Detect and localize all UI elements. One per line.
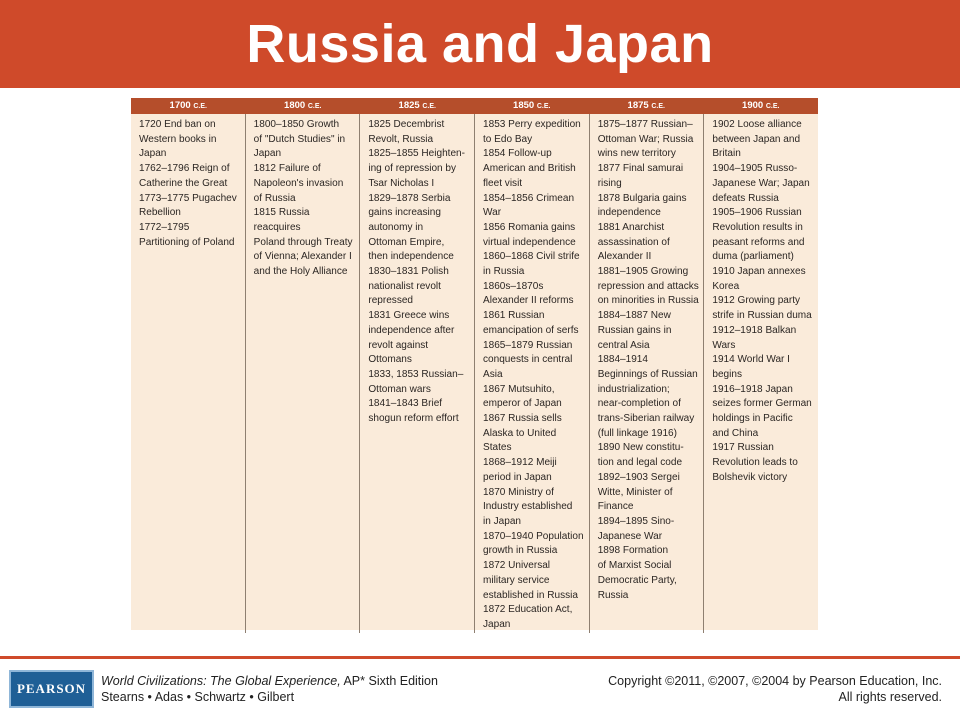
timeline-column-1875 [590,114,705,633]
slide-title: Russia and Japan [246,14,714,74]
timeline-event: 1762–1796 Reign of Catherine the Great [139,163,230,189]
timeline-event: 1854 Follow-up American and British fleet visit [483,148,576,189]
timeline-event: 1831 Greece wins independence after revolt against Ottomans [368,310,455,366]
timeline-event: 1898 Formation of Marxist Social Democratic Party, Russia [597,545,677,601]
timeline-body [131,114,818,633]
book-edition: AP* Sixth Edition [340,674,438,688]
timeline-event: 1872 Universal military service established in Russia [483,560,578,601]
timeline-event: 1875–1877 Russian– Ottoman War; Russia wins new territory [597,119,694,160]
timeline-event: 1881–1905 Growing repression and attacks on minorities in Russia [597,266,699,307]
era-label: C.E. [536,103,551,110]
year-label: 1850 [513,100,535,111]
timeline-event: 1800–1850 Growth of "Dutch Studies" in Japan [253,119,346,160]
header-1825 [360,98,475,114]
year-label: 1700 [169,100,191,111]
book-authors: Stearns • Adas • Schwartz • Gilbert [101,690,295,704]
pearson-logo [9,670,94,708]
timeline-event: 1830–1831 Polish nationalist revolt repressed [368,266,449,307]
footer-copyright [608,673,942,705]
timeline-event: 1872 Education Act, Japan [483,604,573,630]
timeline-event: 1910 Japan annexes Korea [712,266,806,292]
timeline-event: 1904–1905 Russo- Japanese War; Japan defeats Russia [712,163,810,204]
timeline-event: 1867 Russia sells Alaska to United States [483,413,562,454]
timeline-event: 1841–1843 Brief shogun reform effort [368,398,459,425]
timeline-event: 1868–1912 Meiji period in Japan [483,457,557,483]
year-label: 1875 [627,100,649,111]
timeline-column-1700 [131,114,246,633]
timeline-event: 1865–1879 Russian conquests in central Asia [483,339,573,380]
timeline-event: 1892–1903 Sergei Witte, Minister of Finance [597,471,680,513]
timeline-event: 1829–1878 Serbia gains increasing autonomy in Ottoman Empire, then independence [368,192,454,263]
header-1900 [704,98,819,114]
era-label: C.E. [765,103,780,110]
timeline-event: 1773–1775 Pugachev Rebellion [139,192,237,219]
footer-divider [0,656,960,659]
timeline-event: 1815 Russia reacquires Poland through Treaty of Vienna; Alexander I and the Holy Alliance [253,207,353,278]
title-bar [0,0,960,88]
timeline-event: 1912 Growing party strife in Russian duma [712,295,812,322]
timeline-column-1900 [704,114,818,633]
era-label: C.E. [651,103,665,110]
book-title: World Civilizations: The Global Experience, [101,674,341,688]
footer-book-info [101,673,438,705]
timeline-event: 1877 Final samurai rising [597,163,684,189]
timeline-event: 1833, 1853 Russian– Ottoman wars [368,368,464,395]
timeline-event: 1870 Ministry of Industry established in Japan [483,486,573,527]
timeline-event: 1812 Failure of Napoleon's invasion of Russia [253,163,344,204]
year-label: 1800 [284,100,306,111]
timeline-event: 1881 Anarchist assassination of Alexander II [597,221,670,263]
timeline-event: 1912–1918 Balkan Wars [712,324,797,351]
timeline-event: 1902 Loose alliance between Japan and Britain [712,119,802,160]
timeline-event: 1854–1856 Crimean War [483,192,575,219]
timeline-event: 1894–1895 Sino- Japanese War [597,515,675,542]
timeline-event: 1905–1906 Russian Revolution results in peasant reforms and duma (parliament) [712,207,805,263]
timeline-event: 1870–1940 Population growth in Russia [483,530,584,557]
copyright-text: Copyright ©2011, ©2007, ©2004 by Pearson Education, Inc. [608,674,942,688]
timeline-event: 1884–1914 Beginnings of Russian industrialization; near-completion of trans-Siberian railway (full linkage 1916) [597,354,698,439]
timeline-event: 1861 Russian emancipation of serfs [483,310,579,336]
timeline-event: 1867 Mutsuhito, emperor of Japan [483,383,562,410]
timeline-event: 1914 World War I begins [712,354,790,380]
rights-text: All rights reserved. [838,690,942,704]
timeline-event: 1772–1795 Partitioning of Poland [139,221,235,248]
timeline-table [131,98,818,630]
header-1800 [246,98,361,114]
timeline-event: 1917 Russian Revolution leads to Bolshevik victory [712,442,798,483]
timeline-event: 1853 Perry expedition to Edo Bay [483,119,581,145]
timeline-column-1800 [246,114,361,633]
timeline-header-row [131,98,818,114]
timeline-event: 1825–1855 Heighten- ing of repression by Tsar Nicholas I [368,148,465,189]
timeline-event: 1856 Romania gains virtual independence [483,221,576,248]
timeline-event: 1890 New constitu- tion and legal code [597,442,684,469]
timeline-event: 1860–1868 Civil strife in Russia [483,251,580,278]
era-label: C.E. [422,103,436,110]
year-label: 1825 [398,100,420,111]
book-title-line [101,673,438,689]
header-1875 [589,98,704,114]
timeline-event: 1825 Decembrist Revolt, Russia [368,119,445,145]
timeline-event: 1884–1887 New Russian gains in central Asia [597,310,672,351]
era-label: C.E. [193,103,207,110]
timeline-event: 1860s–1870s Alexander II reforms [483,280,574,307]
year-label: 1900 [742,100,764,111]
header-1850 [475,98,590,114]
timeline-event: 1878 Bulgaria gains independence [597,192,687,219]
timeline-column-1850 [475,114,590,633]
timeline-column-1825 [360,114,475,633]
timeline-event: 1720 End ban on Western books in Japan [139,119,217,160]
era-label: C.E. [307,103,322,110]
timeline-event: 1916–1918 Japan seizes former German holdings in Pacific and China [712,383,812,439]
logo-text: PEARSON [16,681,87,696]
header-1700 [131,98,246,114]
